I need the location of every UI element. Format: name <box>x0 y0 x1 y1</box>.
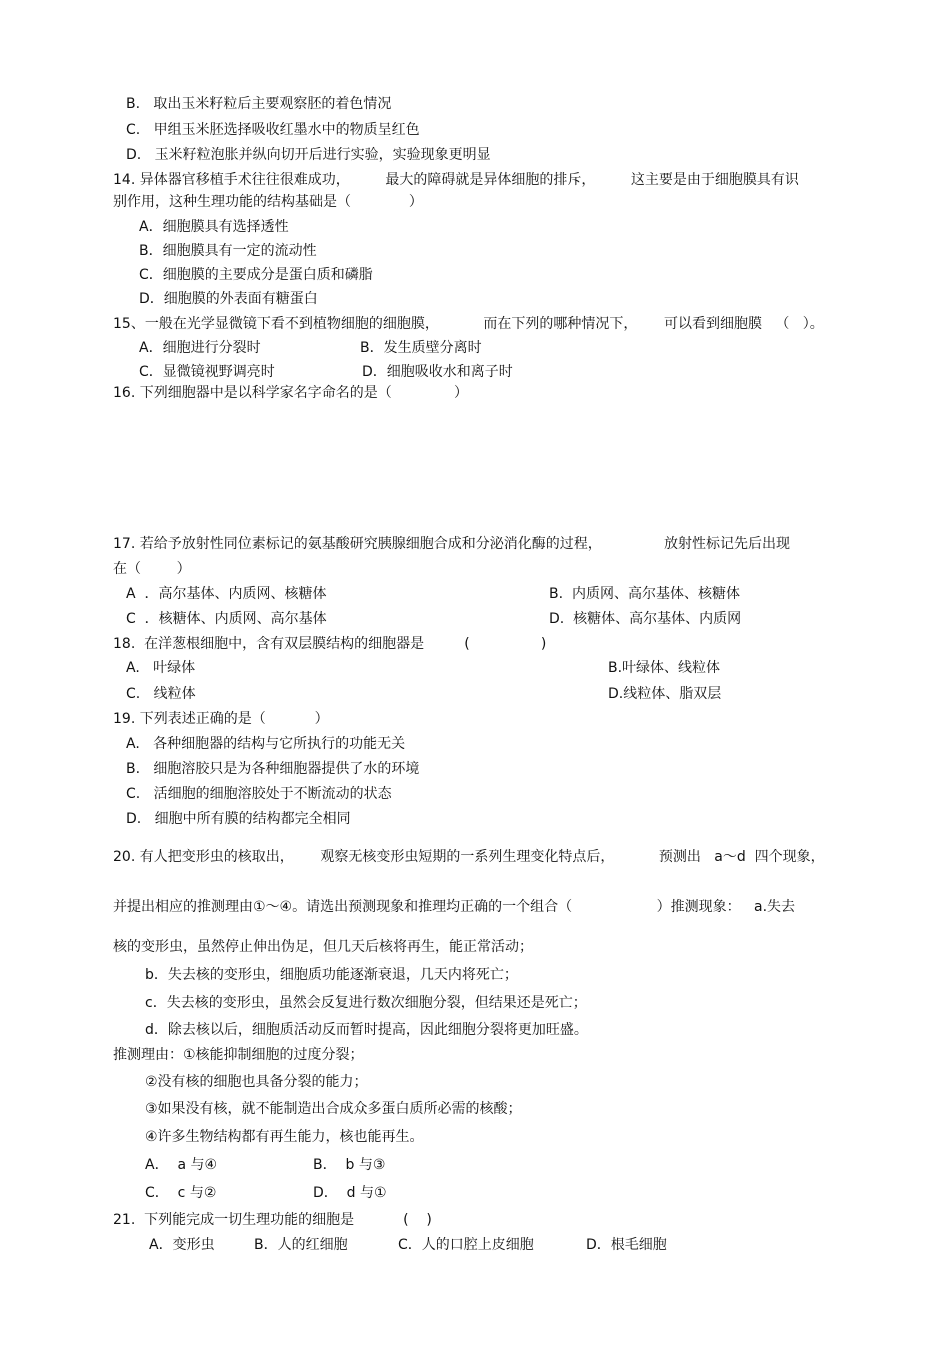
q20-option-a: A． a 与④ <box>145 1157 218 1173</box>
q15-option-a: A．细胞进行分裂时 <box>139 340 261 356</box>
q18-stem: 18. 在洋葱根细胞中，含有双层膜结构的细胞器是 ( ) <box>113 636 547 652</box>
q17-option-c: C ．核糖体、内质网、高尔基体 <box>126 611 327 627</box>
q18-option-d: D.线粒体、脂双层 <box>608 686 722 702</box>
q17-stem-line2: 在（ ） <box>113 561 191 577</box>
q14-option-b: B．细胞膜具有一定的流动性 <box>139 243 317 259</box>
q18-option-c: C. 线粒体 <box>126 686 196 702</box>
q19-option-b: B. 细胞溶胶只是为各种细胞器提供了水的环境 <box>126 761 420 777</box>
q21-option-b: B．人的红细胞 <box>254 1237 348 1253</box>
q20-reason-4: ④许多生物结构都有再生能力，核也能再生。 <box>145 1129 424 1145</box>
q20-phenomenon-a: 核的变形虫，虽然停止伸出伪足，但几天后核将再生，能正常活动； <box>113 939 533 955</box>
q16-stem: 16. 下列细胞器中是以科学家名字命名的是（ ） <box>113 385 469 401</box>
q21-option-c: C．人的口腔上皮细胞 <box>398 1237 534 1253</box>
q20-reason-2: ②没有核的细胞也具备分裂的能力； <box>145 1074 368 1090</box>
q14-option-a: A．细胞膜具有选择透性 <box>139 219 289 235</box>
q17-stem-line1: 17. 若给予放射性同位素标记的氨基酸研究胰腺细胞合成和分泌消化酶的过程， 放射性标记先后出现 <box>113 536 791 552</box>
q20-phenomenon-b: b．失去核的变形虫，细胞质功能逐渐衰退，几天内将死亡； <box>145 967 518 983</box>
q14-option-d: D．细胞膜的外表面有糖蛋白 <box>139 291 318 307</box>
q18-option-b: B.叶绿体、线粒体 <box>608 660 721 676</box>
q13-option-d: D. 玉米籽粒泡胀并纵向切开后进行实验，实验现象更明显 <box>126 147 491 163</box>
q15-option-b: B．发生质壁分离时 <box>360 340 482 356</box>
q15-stem: 15、一般在光学显微镜下看不到植物细胞的细胞膜， 而在下列的哪种情况下， 可以看到细胞膜 （ ）。 <box>113 316 824 332</box>
q20-reason-1: 推测理由：①核能抑制细胞的过度分裂； <box>113 1047 364 1063</box>
q20-reason-3: ③如果没有核，就不能制造出合成众多蛋白质所必需的核酸； <box>145 1101 522 1117</box>
q19-option-c: C. 活细胞的细胞溶胶处于不断流动的状态 <box>126 786 392 802</box>
q13-option-b: B. 取出玉米籽粒后主要观察胚的着色情况 <box>126 96 392 112</box>
q19-option-a: A. 各种细胞器的结构与它所执行的功能无关 <box>126 736 406 752</box>
q20-option-b: B． b 与③ <box>313 1157 386 1173</box>
q19-option-d: D. 细胞中所有膜的结构都完全相同 <box>126 811 351 827</box>
q14-option-c: C．细胞膜的主要成分是蛋白质和磷脂 <box>139 267 373 283</box>
q17-option-a: A ．高尔基体、内质网、核糖体 <box>126 586 327 602</box>
q21-option-d: D．根毛细胞 <box>586 1237 667 1253</box>
q17-option-d: D. 核糖体、高尔基体、内质网 <box>549 611 742 627</box>
q20-phenomenon-d: d．除去核以后，细胞质活动反而暂时提高，因此细胞分裂将更加旺盛。 <box>145 1022 588 1038</box>
q18-option-a: A. 叶绿体 <box>126 660 196 676</box>
q20-phenomenon-c: c．失去核的变形虫，虽然会反复进行数次细胞分裂，但结果还是死亡； <box>145 995 587 1011</box>
q20-option-d: D． d 与① <box>313 1185 387 1201</box>
q20-stem-line1: 20. 有人把变形虫的核取出， 观察无核变形虫短期的一系列生理变化特点后， 预测出 a～d 四个现象， <box>113 849 825 865</box>
q20-stem-line2: 并提出相应的推测理由①～④。请选出预测现象和推理均正确的一个组合（ ）推测现象： a.失去 <box>113 899 796 915</box>
q21-option-a: A．变形虫 <box>149 1237 215 1253</box>
q15-option-d: D．细胞吸收水和离子时 <box>362 364 513 380</box>
q21-stem: 21. 下列能完成一切生理功能的细胞是 ( ) <box>113 1212 432 1228</box>
q14-stem-line2: 别作用，这种生理功能的结构基础是（ ） <box>113 194 423 210</box>
q15-option-c: C．显微镜视野调亮时 <box>139 364 275 380</box>
q19-stem: 19. 下列表述正确的是（ ） <box>113 711 329 727</box>
q17-option-b: B. 内质网、高尔基体、核糖体 <box>549 586 740 602</box>
q13-option-c: C. 甲组玉米胚选择吸收红墨水中的物质呈红色 <box>126 122 420 138</box>
q20-option-c: C． c 与② <box>145 1185 217 1201</box>
q14-stem-line1: 14. 异体器官移植手术往往很难成功， 最大的障碍就是异体细胞的排斥， 这主要是由于细胞膜具有识 <box>113 172 799 188</box>
